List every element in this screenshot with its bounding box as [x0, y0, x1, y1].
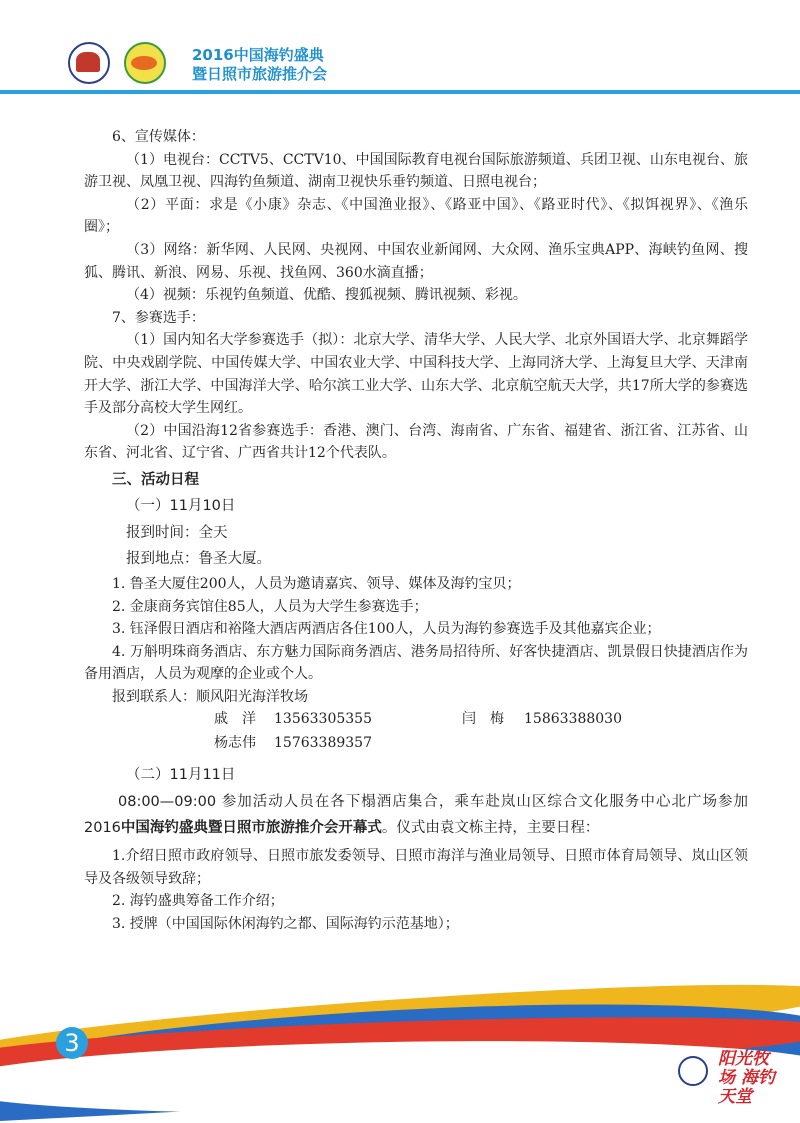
hotel-item-4: 4. 万斛明珠商务酒店、东方魅力国际商务酒店、港务局招待所、好客快捷酒店、凯景假日快捷酒店作为备用酒店，人员为观摩的企业或个人。: [84, 643, 748, 683]
day1-title: （一）11月10日: [126, 498, 236, 515]
footer-slogan: 阳光牧场 海钓天堂: [718, 1049, 775, 1107]
document-body: [84, 126, 748, 935]
hotel-item-2: 2. 金康商务宾馆住85人，人员为大学生参赛选手；: [112, 598, 428, 615]
section-7-title: 7、参赛选手：: [112, 309, 205, 326]
header-title-line2: 暨日照市旅游推介会: [192, 65, 328, 83]
contact-1-name: 戚 洋: [214, 711, 256, 728]
agenda-item-1: 1.介绍日照市政府领导、日照市旅发委领导、日照市海洋与渔业局领导、日照市体育局领导、岚山区领导及各级领导致辞；: [84, 847, 748, 887]
fishing-logo-icon: [68, 42, 110, 84]
footer-logo-icon: [678, 1056, 708, 1086]
agenda-item-3: 3. 授牌（中国国际休闲海钓之都、国际海钓示范基地）；: [112, 915, 459, 932]
schedule-text: 08:00—09:00 参加活动人员在各下榻酒店集合，乘车赴岚山区综合文化服务中心北广场参加2016: [84, 793, 748, 837]
hotel-item-3: 3. 钰泽假日酒店和裕隆大酒店两酒店各住100人，人员为海钓参赛选手及其他嘉宾企业；: [112, 621, 661, 638]
hotel-item-1: 1. 鲁圣大厦住200人，人员为邀请嘉宾、领导、媒体及海钓宝贝；: [112, 575, 521, 592]
media-tv: （1）电视台：CCTV5、CCTV10、中国国际教育电视台国际旅游频道、兵团卫视、山东电视台、旅游卫视、凤凰卫视、四海钓鱼频道、湖南卫视快乐垂钓频道、日照电视台；: [84, 151, 748, 191]
contact-2-name: 闫 梅: [462, 711, 504, 728]
media-web: （3）网络：新华网、人民网、央视网、中国农业新闻网、大众网、渔乐宝典APP、海峡钓鱼网、搜狐、腾讯、新浪、网易、乐视、找鱼网、360水滴直播；: [84, 241, 748, 281]
contact-list: [84, 708, 748, 758]
day2-title: （二）11月11日: [126, 767, 236, 784]
media-print: （2）平面：求是《小康》杂志、《中国渔业报》、《路亚中国》、《路亚时代》、《拟饵视界》、《渔乐圈》；: [84, 196, 748, 236]
header-title-line1: 2016中国海钓盛典: [192, 46, 324, 64]
ranch-logo-icon: [124, 42, 166, 84]
schedule-text-end: 。仪式由袁文栋主持，主要日程：: [381, 820, 600, 837]
section-3-title: 三、活动日程: [112, 471, 199, 488]
checkin-time: 报到时间：全天: [126, 524, 228, 541]
checkin-place: 报到地点：鲁圣大厦。: [126, 551, 271, 568]
players-provinces: （2）中国沿海12省参赛选手：香港、澳门、台湾、海南省、广东省、福建省、浙江省、江苏省、山东省、河北省、辽宁省、广西省共计12个代表队。: [84, 422, 748, 462]
ceremony-name: 中国海钓盛典暨日照市旅游推介会开幕式: [120, 820, 382, 837]
contact-1-phone: 13563305355: [274, 711, 372, 728]
contact-3-name: 杨志伟: [214, 735, 256, 752]
page-header: [0, 0, 800, 90]
contact-3-phone: 15763389357: [274, 735, 372, 752]
opening-schedule: [84, 789, 748, 842]
page-number: 3: [56, 1027, 88, 1059]
header-title: [192, 46, 327, 84]
players-universities: （1）国内知名大学参赛选手（拟）：北京大学、清华大学、人民大学、北京外国语大学、北京舞蹈学院、中央戏剧学院、中国传媒大学、中国农业大学、中国科技大学、上海同济大学、上海复旦大学、天津南开大学、浙江大学、中国海洋大学、哈尔滨工业大学、山东大学、北京航空航天大学，共17所大学的参赛选手及部分高校大学生网红。: [84, 332, 748, 417]
header-divider: [0, 90, 800, 94]
section-6-title: 6、宣传媒体：: [112, 129, 205, 145]
agenda-item-2: 2. 海钓盛典筹备工作介绍；: [112, 893, 284, 910]
contact-2-phone: 15863388030: [524, 711, 622, 728]
media-video: （4）视频：乐视钓鱼频道、优酷、搜狐视频、腾讯视频、彩视。: [126, 287, 527, 304]
contact-label: 报到联系人：顺风阳光海洋牧场: [112, 688, 308, 705]
